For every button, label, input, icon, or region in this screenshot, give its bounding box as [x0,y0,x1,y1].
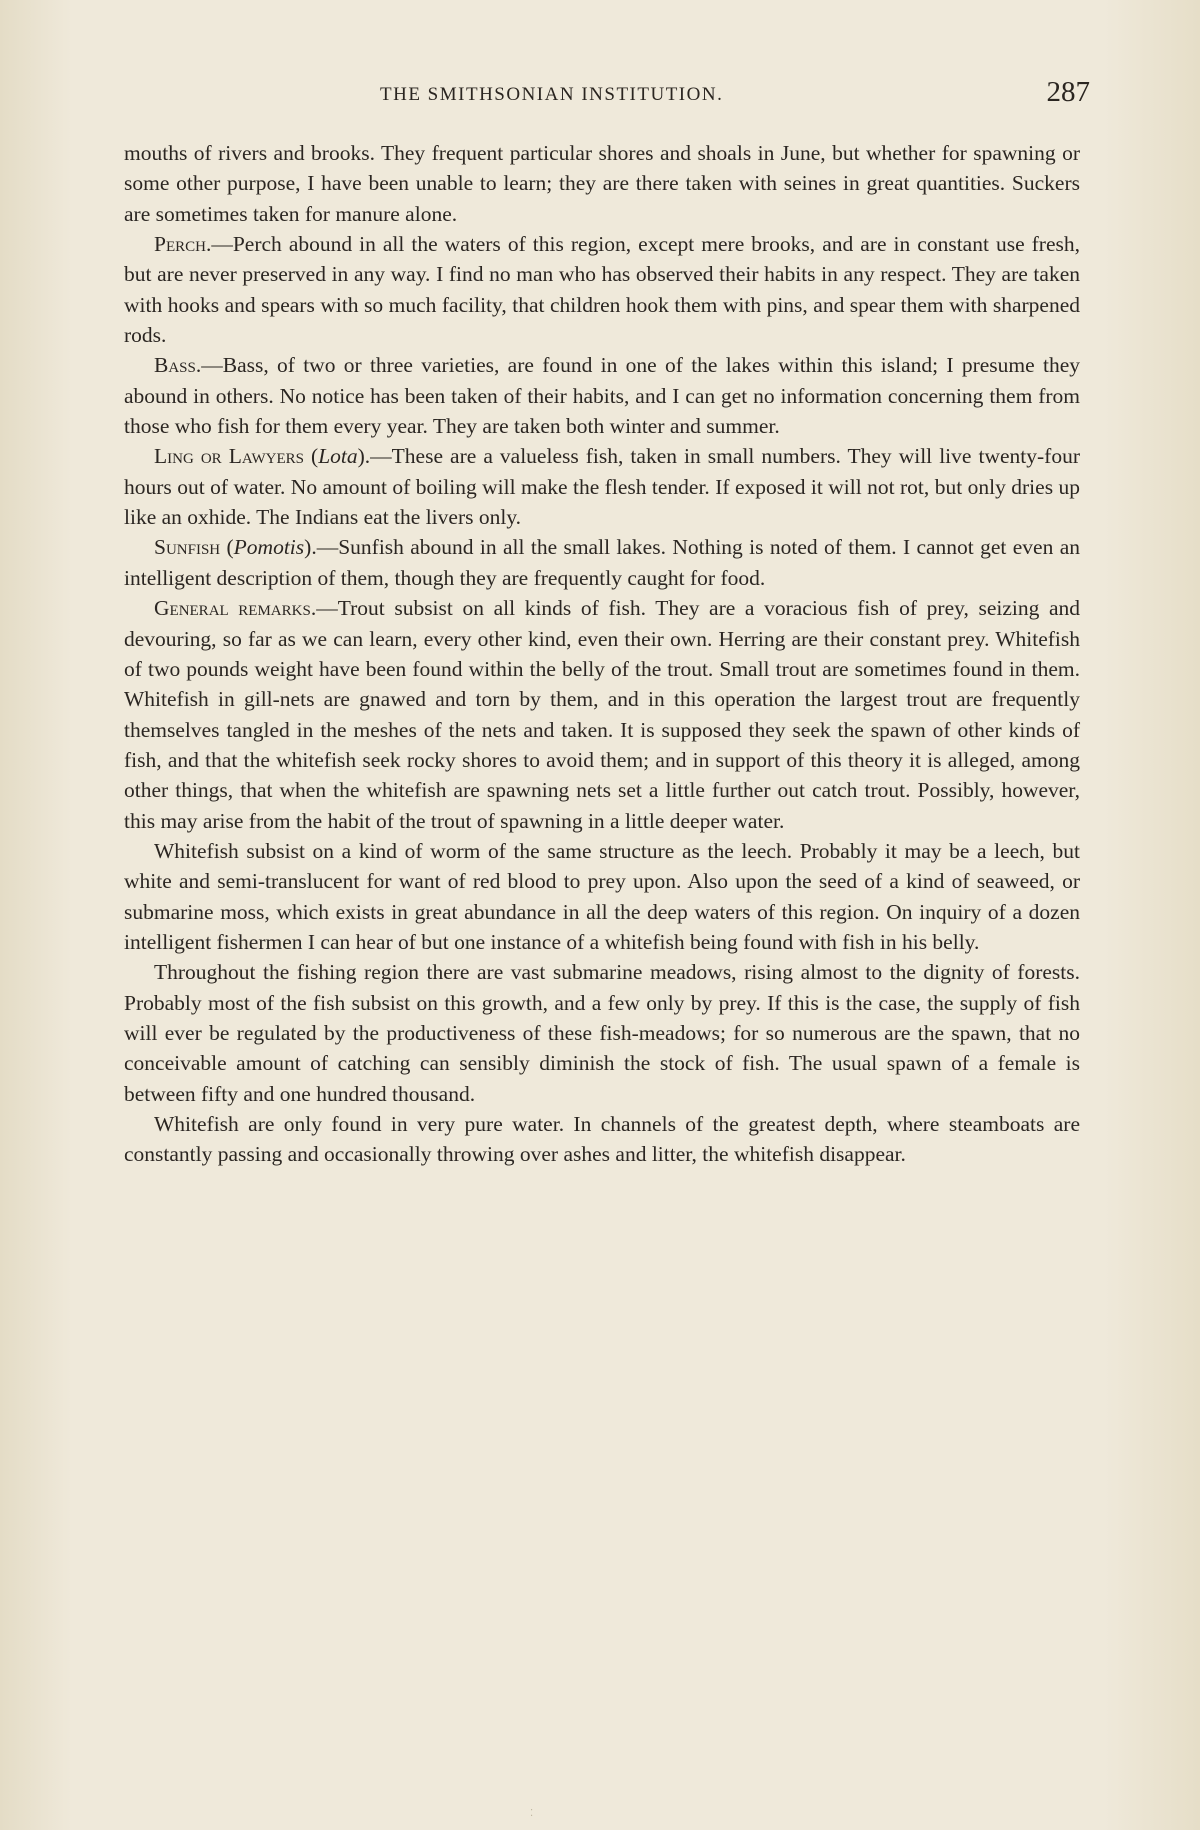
paragraph-suckers-continued: mouths of rivers and brooks. They frequent particular shores and shoals in June, but whether for spawning or some other purpose, I have been unable to learn; they are there taken with seines in great quantities. Suckers are sometimes taken for manure alone. [124,141,1080,226]
section-heading-perch: Perch. [154,232,212,257]
page-number: 287 [1046,76,1090,108]
body-text [124,138,1080,1170]
section-heading-sunfish: Sunfish [154,535,221,560]
paragraph-bass: Bass.—Bass, of two or three varieties, are found in one of the lakes within this island; I presume they abound in others. No notice has been taken of their habits, and I can get no information concerning them from those who fish for them every year. They are taken both winter and summer. [124,353,1080,439]
latin-name-lota: Lota [318,444,358,469]
paragraph-sunfish: Sunfish (Pomotis).—Sunfish abound in all the small lakes. Nothing is noted of them. I cannot get even an intelligent description of them, though they are frequently caught for food. [124,535,1081,590]
paragraph-ling: Ling or Lawyers (Lota).—These are a valueless fish, taken in small numbers. They will live twenty-four hours out of water. No amount of boiling will make the flesh tender. If exposed it will not rot, but only dries up like an oxhide. The Indians eat the livers only. [124,444,1080,530]
section-heading-ling: Ling or Lawyers [154,444,304,469]
paragraph-whitefish-diet: Whitefish subsist on a kind of worm of the same structure as the leech. Probably it may be a leech, but white and semi-translucent for want of red blood to prey upon. Also upon the seed of a kind of seaweed, or submarine moss, which exists in great abundance in all the deep waters of this region. On inquiry of a dozen intelligent fishermen I can hear of but one instance of a whitefish being found with fish in his belly. [124,838,1080,954]
paragraph-submarine-meadows: Throughout the fishing region there are vast submarine meadows, rising almost to the dignity of forests. Probably most of the fish subsist on this growth, and a few only by prey. If this is the case, the supply of fish will ever be regulated by the productiveness of these fish-meadows; for so numerous are the spawn, that no conceivable amount of catching can sensibly diminish the stock of fish. The usual spawn of a female is between fifty and one hundred thousand. [124,960,1080,1106]
paragraph-perch: Perch.—Perch abound in all the waters of this region, except mere brooks, and are in constant use fresh, but are never preserved in any way. I find no man who has observed their habits in any respect. They are taken with hooks and spears with so much facility, that children hook them with pins, and spear them with sharpened rods. [124,232,1080,348]
page-header [125,76,1090,116]
section-heading-general-remarks: General remarks. [154,596,317,621]
section-heading-bass: Bass. [154,353,202,378]
running-head: THE SMITHSONIAN INSTITUTION. [380,84,724,105]
latin-name-pomotis: Pomotis [233,535,305,560]
print-smudge: ⁚ [530,1808,534,1819]
paragraph-general-remarks: General remarks.—Trout subsist on all kinds of fish. They are a voracious fish of prey, seizing and devouring, so far as we can learn, every other kind, even their own. Herring are their constant prey. Whitefish of two pounds weight have been found within the belly of the trout. Small trout are sometimes found in them. Whitefish in gill-nets are gnawed and torn by them, and in this operation the largest trout are frequently themselves tangled in the meshes of the nets and taken. It is supposed they seek the spawn of other kinds of fish, and that the whitefish seek rocky shores to avoid them; and in support of this theory it is alleged, among other things, that when the whitefish are spawning nets set a little further out catch trout. Possibly, however, this may arise from the habit of the trout of spawning in a little deeper water. [124,596,1081,833]
paragraph-pure-water: Whitefish are only found in very pure water. In channels of the greatest depth, where steamboats are constantly passing and occasionally throwing over ashes and litter, the whitefish disappear. [124,1112,1080,1167]
